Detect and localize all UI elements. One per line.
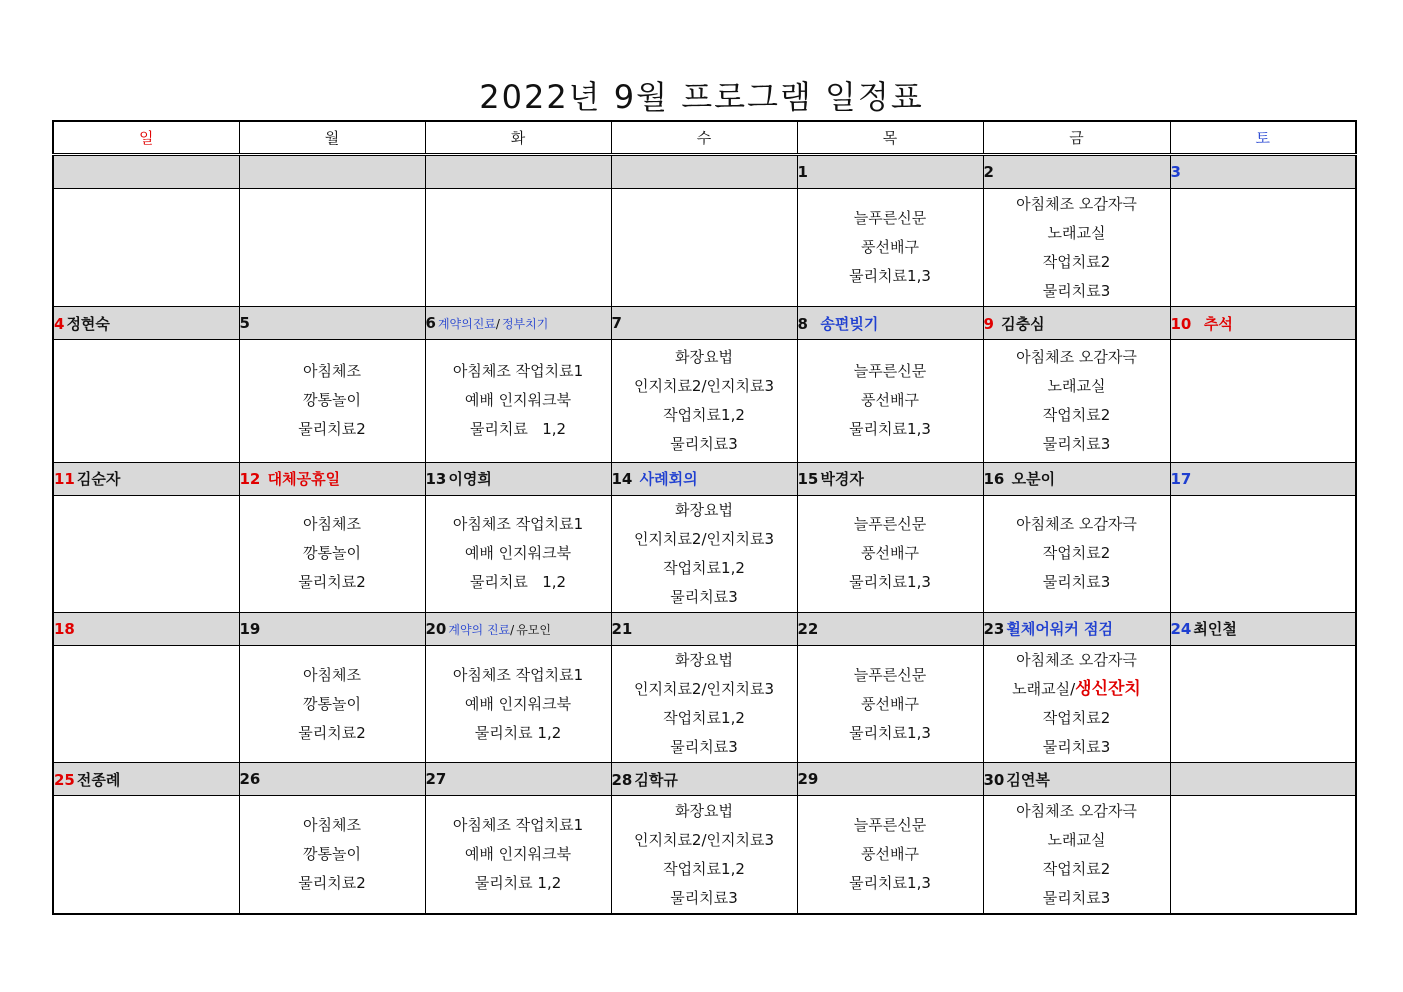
date-cell (797, 462, 983, 495)
week-2-dates (53, 307, 1356, 340)
program-cell (983, 189, 1170, 307)
date-note: 김학규 (634, 770, 678, 789)
date-cell (797, 763, 983, 796)
program-item: 예배 인지워크북 (464, 391, 572, 410)
program-item: 물리치료3 (1042, 434, 1111, 453)
date-cell (983, 763, 1170, 796)
program-item: 작업치료1,2 (663, 405, 745, 424)
program-item: 늘푸른신문 (853, 816, 927, 835)
date-cell (797, 612, 983, 645)
date-number: 7 (611, 314, 622, 333)
program-item: 예배 인지워크북 (464, 544, 572, 563)
weekday-wed: 수 (611, 121, 797, 155)
program-item: 화장요법 (675, 347, 733, 366)
program-cell (53, 189, 239, 307)
date-cell (239, 155, 425, 189)
program-cell (425, 340, 611, 462)
program-item: 작업치료2 (1042, 405, 1111, 424)
program-item: 깡통놀이 (303, 544, 361, 563)
program-item: 물리치료3 (1042, 281, 1111, 300)
date-number: 26 (239, 770, 261, 789)
program-item (984, 675, 1170, 704)
date-number: 8 (797, 314, 808, 333)
date-cell (1170, 763, 1356, 796)
program-cell (53, 796, 239, 914)
date-cell (53, 462, 239, 495)
program-item: 물리치료3 (670, 434, 738, 453)
date-note: 계약의진료 (437, 317, 496, 332)
date-number: 10 (1170, 314, 1192, 333)
program-cell (611, 796, 797, 914)
week-4-programs (53, 645, 1356, 762)
program-item: 물리치료3 (1042, 738, 1111, 757)
program-item: 물리치료1,3 (849, 420, 931, 439)
date-note: 전종례 (76, 770, 121, 789)
date-number: 13 (425, 470, 447, 489)
date-cell (425, 462, 611, 495)
date-note: 계약의 진료 (448, 622, 511, 637)
date-number: 30 (983, 770, 1005, 789)
program-cell (53, 340, 239, 462)
program-item: 물리치료2 (298, 573, 366, 592)
date-note: 추석 (1203, 314, 1233, 333)
date-note-separator: / (495, 317, 500, 332)
program-item: 노래교실 (1047, 376, 1106, 395)
date-cell (1170, 155, 1356, 189)
program-cell (983, 495, 1170, 612)
date-cell (53, 612, 239, 645)
date-note: 오분이 (1011, 470, 1056, 489)
program-item: 아침체조 작업치료1 (452, 362, 584, 381)
program-cell (1170, 645, 1356, 762)
program-item: 물리치료3 (670, 587, 738, 606)
page-title: 2022년 9월 프로그램 일정표 (479, 78, 924, 116)
date-number: 12 (239, 470, 261, 489)
weekday-sun: 일 (53, 121, 239, 155)
program-item: 아침체조 (303, 665, 361, 684)
program-item: 작업치료2 (1042, 709, 1111, 728)
date-number: 17 (1170, 469, 1192, 488)
date-note-separator: / (510, 622, 515, 637)
date-cell (611, 763, 797, 796)
date-note: 정부치기 (501, 317, 549, 332)
program-item: 작업치료2 (1042, 859, 1111, 878)
week-3-dates (53, 462, 1356, 495)
date-note: 최인철 (1193, 620, 1237, 639)
program-item: 예배 인지워크북 (464, 694, 572, 713)
program-cell (1170, 796, 1356, 914)
date-cell (983, 462, 1170, 495)
week-4-dates (53, 612, 1356, 645)
program-item: 물리치료1,3 (849, 723, 931, 742)
date-cell (611, 155, 797, 189)
weekday-mon: 월 (239, 121, 425, 155)
program-item: 아침체조 오감자극 (1016, 651, 1137, 670)
program-item: 물리치료2 (298, 723, 366, 742)
program-item: 작업치료1,2 (663, 558, 745, 577)
date-number: 15 (797, 470, 819, 489)
date-cell (425, 763, 611, 796)
program-cell (611, 495, 797, 612)
date-number: 29 (797, 770, 819, 789)
program-item: 풍선배구 (861, 238, 919, 257)
date-cell (53, 155, 239, 189)
date-number: 25 (54, 770, 75, 789)
date-number: 5 (239, 314, 250, 333)
program-cell (797, 189, 983, 307)
date-cell (611, 612, 797, 645)
date-note: 대체공휴일 (267, 470, 341, 489)
program-cell (239, 645, 425, 762)
date-cell (239, 307, 425, 340)
program-item: 물리치료2 (298, 420, 366, 439)
date-cell (425, 307, 611, 340)
date-number: 16 (983, 470, 1005, 489)
program-item: 풍선배구 (861, 544, 919, 563)
program-cell (611, 340, 797, 462)
program-item: 아침체조 (303, 362, 361, 381)
program-cell (797, 340, 983, 462)
date-note: 김충심 (1001, 314, 1045, 333)
program-item: 화장요법 (675, 500, 733, 519)
date-cell (239, 462, 425, 495)
date-note: 정현숙 (66, 314, 110, 333)
program-cell (239, 340, 425, 462)
date-number: 24 (1170, 620, 1192, 639)
program-item: 물리치료2 (298, 874, 366, 893)
program-item: 아침체조 (303, 515, 361, 534)
date-note: 이영희 (448, 470, 492, 489)
date-number: 27 (425, 770, 447, 789)
date-number: 21 (611, 619, 633, 638)
date-cell (53, 763, 239, 796)
program-item: 작업치료1,2 (663, 709, 745, 728)
program-cell (983, 796, 1170, 914)
program-item: 인지치료2/인지치료3 (633, 680, 775, 699)
program-cell (53, 495, 239, 612)
program-item: 물리치료 1,2 (474, 723, 562, 742)
weekday-fri: 금 (983, 121, 1170, 155)
program-item: 아침체조 작업치료1 (452, 515, 584, 534)
program-item: 물리치료 1,2 (474, 874, 562, 893)
program-item: 늘푸른신문 (853, 515, 927, 534)
date-number: 9 (983, 314, 994, 333)
program-cell (425, 495, 611, 612)
program-cell (983, 340, 1170, 462)
program-item: 물리치료1,3 (849, 573, 931, 592)
date-cell (425, 155, 611, 189)
program-cell (239, 796, 425, 914)
program-cell (425, 189, 611, 307)
weekday-sat: 토 (1170, 121, 1356, 155)
date-number: 6 (425, 314, 436, 333)
date-note: 휠체어워커 점검 (1006, 620, 1114, 639)
program-item: 풍선배구 (861, 391, 919, 410)
program-cell (425, 645, 611, 762)
program-item: 화장요법 (675, 801, 733, 820)
program-cell (239, 495, 425, 612)
date-cell (611, 307, 797, 340)
date-note: 박경자 (820, 470, 864, 489)
program-item: 인지치료2/인지치료3 (633, 830, 775, 849)
program-item: 물리치료3 (670, 888, 738, 907)
program-item: 아침체조 작업치료1 (452, 816, 584, 835)
program-item: 물리치료3 (1042, 573, 1111, 592)
date-cell (239, 763, 425, 796)
date-number: 18 (54, 619, 75, 638)
date-cell (1170, 462, 1356, 495)
week-3-programs (53, 495, 1356, 612)
date-cell (983, 612, 1170, 645)
date-number: 4 (54, 314, 65, 333)
program-item: 물리치료 1,2 (469, 420, 567, 439)
program-item: 예배 인지워크북 (464, 845, 572, 864)
program-item: 아침체조 오감자극 (1016, 347, 1137, 366)
date-cell (983, 307, 1170, 340)
program-cell (611, 189, 797, 307)
date-note: 김연복 (1006, 770, 1050, 789)
program-item: 늘푸른신문 (853, 362, 927, 381)
date-note: 유모인 (516, 622, 551, 637)
program-cell (53, 645, 239, 762)
program-item: 아침체조 오감자극 (1016, 515, 1137, 534)
program-item: 물리치료3 (670, 738, 738, 757)
program-item: 노래교실 (1047, 223, 1106, 242)
program-item: 아침체조 오감자극 (1016, 194, 1137, 213)
program-item: 작업치료2 (1042, 252, 1111, 271)
week-1-programs (53, 189, 1356, 307)
program-item: 늘푸른신문 (853, 665, 927, 684)
date-cell (53, 307, 239, 340)
week-1-dates (53, 155, 1356, 189)
week-2-programs (53, 340, 1356, 462)
program-item: 작업치료1,2 (663, 859, 745, 878)
program-cell (1170, 340, 1356, 462)
program-cell (983, 645, 1170, 762)
program-item: 물리치료1,3 (849, 267, 931, 286)
date-number: 22 (797, 619, 819, 638)
program-item: 풍선배구 (861, 694, 919, 713)
program-item: 깡통놀이 (303, 391, 361, 410)
program-cell (611, 645, 797, 762)
week-5-programs (53, 796, 1356, 914)
program-cell (425, 796, 611, 914)
date-cell (1170, 307, 1356, 340)
birthday-party-label: 생신잔치 (1075, 679, 1141, 700)
date-number: 28 (611, 770, 633, 789)
program-item: 늘푸른신문 (853, 209, 927, 228)
program-item: 깡통놀이 (303, 694, 361, 713)
date-number: 2 (983, 163, 994, 182)
date-number: 20 (425, 619, 447, 638)
date-number: 3 (1170, 163, 1181, 182)
program-item: 인지치료2/인지치료3 (633, 529, 775, 548)
date-cell (797, 307, 983, 340)
program-item: 물리치료3 (1042, 888, 1111, 907)
program-item: 물리치료1,3 (849, 874, 931, 893)
program-item: 화장요법 (675, 651, 733, 670)
program-item: 노래교실 (1047, 830, 1106, 849)
date-number: 19 (239, 619, 261, 638)
weekday-header-row (53, 121, 1356, 155)
program-cell (797, 645, 983, 762)
program-cell (797, 495, 983, 612)
program-item: 아침체조 (303, 816, 361, 835)
program-item: 깡통놀이 (303, 845, 361, 864)
date-number: 14 (611, 470, 633, 489)
date-cell (797, 155, 983, 189)
weekday-thu: 목 (797, 121, 983, 155)
week-5-dates (53, 763, 1356, 796)
program-item-part: 노래교실/ (1012, 680, 1076, 699)
program-item: 작업치료2 (1042, 544, 1111, 563)
program-item: 풍선배구 (861, 845, 919, 864)
program-cell (1170, 495, 1356, 612)
date-number: 23 (983, 620, 1005, 639)
date-note: 김순자 (76, 470, 121, 489)
date-note: 사례회의 (639, 470, 698, 489)
date-cell (425, 612, 611, 645)
date-cell (1170, 612, 1356, 645)
weekday-tue: 화 (425, 121, 611, 155)
date-number: 11 (54, 470, 75, 489)
date-number: 1 (797, 163, 808, 182)
program-item: 물리치료 1,2 (469, 573, 567, 592)
program-item: 인지치료2/인지치료3 (633, 376, 775, 395)
schedule-table (52, 120, 1357, 915)
date-cell (239, 612, 425, 645)
date-cell (983, 155, 1170, 189)
program-cell (1170, 189, 1356, 307)
program-item: 아침체조 오감자극 (1016, 801, 1137, 820)
date-note: 송편빚기 (820, 314, 879, 333)
program-cell (797, 796, 983, 914)
date-cell (611, 462, 797, 495)
program-cell (239, 189, 425, 307)
program-item: 아침체조 작업치료1 (452, 665, 584, 684)
